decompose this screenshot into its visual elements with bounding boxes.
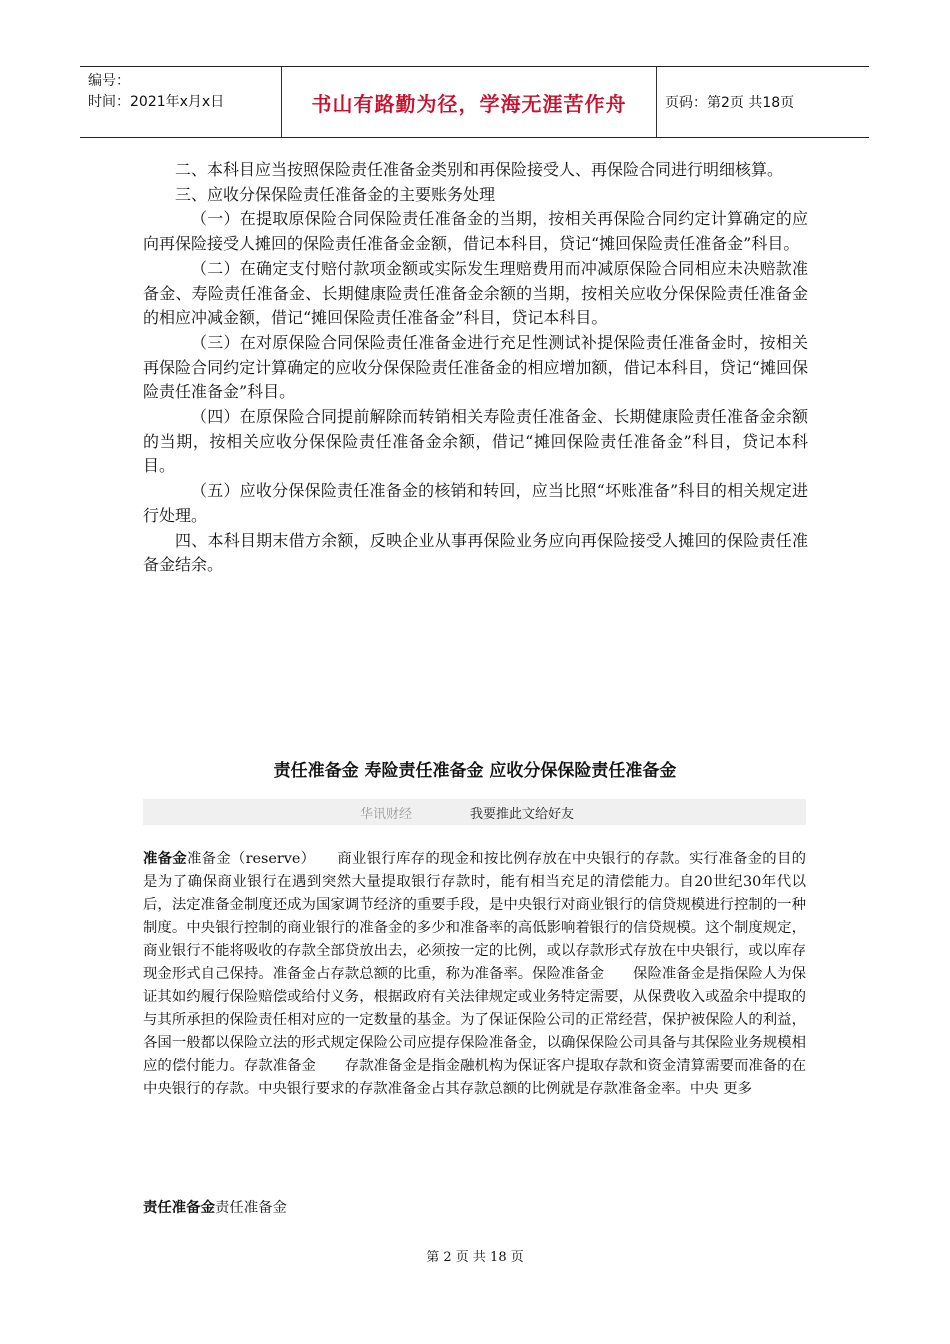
page-footer: 第 2 页 共 18 页 (426, 1250, 524, 1265)
body-text (143, 158, 808, 578)
article-text: 准备金（reserve） 商业银行库存的现金和按比例存放在中央银行的存款。实行准备金的目的是为了确保商业银行在遇到突然大量提取银行存款时，能有相当充足的清偿能力。自20世纪30年代以后，法定准备金制度还成为国家调节经济的重要手段，是中央银行对商业银行的信贷规模进行控制的一种制度。中央银行控制的商业银行的准备金的多少和准备率的高低影响着银行的信贷规模。这个制度规定，商业银行不能将吸收的存款全部贷放出去，必须按一定的比例，或以存款形式存放在中央银行，或以库存现金形式自己保持。准备金占存款总额的比重，称为准备率。保险准备金 保险准备金是指保险人为保证其如约履行保险赔偿或给付义务，根据政府有关法律规定或业务特定需要，从保费收入或盈余中提取的与其所承担的保险责任相对应的一定数量的基金。为了保证保险公司的正常经营，保护被保险人的利益，各国一般都以保险立法的形式规定保险公司应提存保险准备金，以确保保险公司具备与其保险业务规模相应的偿付能力。存款准备金 存款准备金是指金融机构为保证客户提取存款和资金清算需要而准备的在中央银行的存款。中央银行要求的存款准备金占其存款总额的比例就是存款准备金率。中央 (143, 851, 806, 1097)
source-label: 华讯财经 (360, 806, 413, 822)
sub-text: 责任准备金 (214, 1200, 287, 1216)
header-page-info: 页码：第2页 共18页 (665, 95, 795, 111)
paragraph: 二、本科目应当按照保险责任准备金类别和再保险接受人、再保险合同进行明细核算。 (175, 160, 784, 179)
number-label: 编号： (88, 73, 130, 89)
paragraph: （五）应收分保保险责任准备金的核销和转回，应当比照“坏账准备”科目的相关规定进行处理。 (143, 481, 808, 525)
paragraph: 三、应收分保保险责任准备金的主要账务处理 (175, 184, 496, 204)
sub-term: 责任准备金 (143, 1200, 215, 1216)
header-motto: 书山有路勤为径，学海无涯苦作舟 (282, 67, 657, 137)
article-paragraph (143, 848, 806, 1101)
share-link[interactable]: 我要推此文给好友 (470, 806, 575, 822)
time-label: 时间：2021年x月x日 (88, 94, 225, 110)
paragraph: 四、本科目期末借方余额，反映企业从事再保险业务应向再保险接受人摊回的保险责任准备金结余。 (143, 530, 808, 575)
sub-heading (143, 1196, 287, 1217)
paragraph: （二）在确定支付赔付款项金额或实际发生理赔费用而冲减原保险合同相应未决赔款准备金、寿险责任准备金、长期健康险责任准备金余额的当期，按相关应收分保保险责任准备金的相应冲减金额，借记“摊回保险责任准备金”科目，贷记本科目。 (143, 258, 808, 328)
paragraph: （一）在提取原保险合同保险责任准备金的当期，按相关再保险合同约定计算确定的应向再保险接受人摊回的保险责任准备金金额，借记本科目，贷记“摊回保险责任准备金”科目。 (143, 209, 808, 254)
paragraph: （四）在原保险合同提前解除而转销相关寿险责任准备金、长期健康险责任准备金余额的当期，按相关应收分保保险责任准备金余额，借记“摊回保险责任准备金”科目，贷记本科目。 (143, 407, 808, 476)
article-title: 责任准备金 寿险责任准备金 应收分保保险责任准备金 (273, 761, 677, 781)
lead-term: 准备金 (143, 851, 187, 867)
article-source-bar (143, 799, 806, 825)
document-header (80, 66, 869, 138)
article-body (143, 848, 806, 1101)
header-meta (80, 67, 282, 137)
more-link[interactable]: 更多 (723, 1081, 753, 1097)
paragraph: （三）在对原保险合同保险责任准备金进行充足性测试补提保险责任准备金时，按相关再保险合同约定计算确定的应收分保保险责任准备金的相应增加额，借记本科目，贷记“摊回保险责任准备金”科目。 (143, 332, 808, 402)
